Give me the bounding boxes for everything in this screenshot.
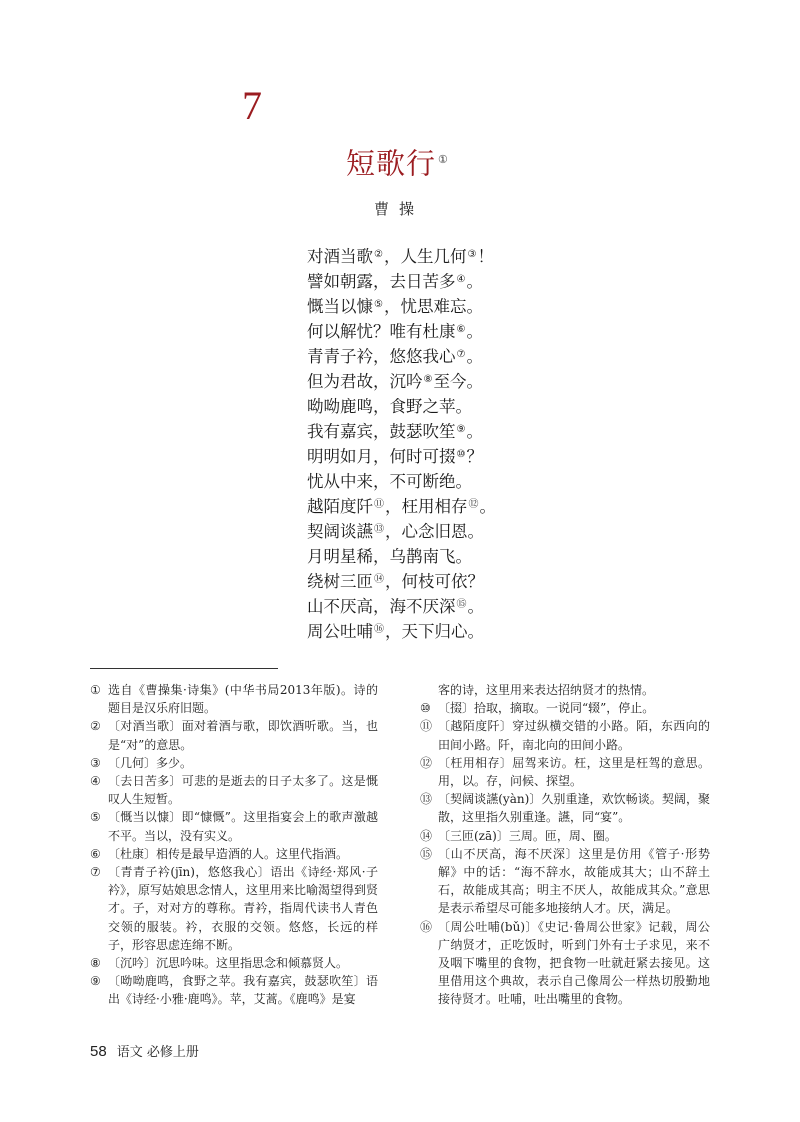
poem-line [307,467,496,492]
footnote [90,845,378,863]
poem-text: 我有嘉宾，鼓瑟吹笙 [307,422,456,441]
poem-line [307,517,496,542]
page-number: 58 [90,1043,107,1060]
footnote-ref[interactable]: ⑮ [456,599,467,610]
poem-line [307,367,496,392]
footnote [420,717,710,753]
poem-text: 慨当以慷 [307,297,373,316]
poem-text: 明明如月，何时可掇 [307,447,456,466]
poem-body [307,242,496,642]
title-footnote-ref[interactable]: ① [438,153,449,166]
footnote [420,918,710,1009]
poem-text: 对酒当歌 [307,247,373,266]
footnote-number: ⑩ [420,701,431,716]
footnote-text: 〔掇〕拾取，摘取。一说同“辍”，停止。 [438,701,655,716]
poem-text: 何以解忧？唯有杜康 [307,322,456,341]
footnote-ref[interactable]: ⑥ [456,324,466,335]
poem-text: 但为君故，沉吟 [307,372,423,391]
footnotes-right-column [420,681,710,1009]
footnote-continuation: 客的诗，这里用来表达招纳贤才的热情。 [438,683,655,697]
poem-text: 月明星稀，乌鹊南飞。 [307,547,472,566]
poem-line [307,392,496,417]
poem-line [307,442,496,467]
poem-text: ，人生几何 [383,247,467,266]
poem-author: 曹操 [374,200,425,218]
poem-text: 。 [467,597,484,616]
poem-text: 。 [479,497,496,516]
poem-line [307,417,496,442]
footnote-number: ⑥ [90,846,101,861]
poem-text: 呦呦鹿鸣，食野之苹。 [307,397,472,416]
poem-text: 忧从中来，不可断绝。 [307,472,472,491]
footnote-ref[interactable]: ⑬ [374,524,384,535]
footnote-number: ⑫ [420,755,433,770]
footnote-text: 〔去日苦多〕可悲的是逝去的日子太多了。这是慨叹人生短暂。 [108,774,378,807]
poem-line [307,567,496,592]
footnote [90,772,378,808]
footnote-text: 〔契阔谈讌(yàn)〕久别重逢，欢饮畅谈。契阔，聚散，这里指久别重逢。讌，同“宴”。 [438,792,710,825]
footnote-text: 〔周公吐哺(bǔ)〕《史记·鲁周公世家》记载，周公广纳贤才，正吃饭时，听到门外有士子求见，来不及咽下嘴里的食物，把食物一吐就赶紧去接见。这里借用这个典故，表示自己像周公一样热切殷勤地接待贤才。吐哺，吐出嘴里的食物。 [438,919,710,1007]
poem-text: 。 [466,347,483,366]
footnote-text: 〔青青子衿(jīn)，悠悠我心〕语出《诗经·郑风·子衿》，原写姑娘思念情人，这里用来比喻渴望得到贤才。子，对对方的尊称。青衿，指周代读书人青色交领的服装。衿，衣服的交领。悠悠，长远的样子，形容思虑连绵不断。 [108,865,379,952]
footnote-number: ⑤ [90,810,101,825]
footnote-text: 〔山不厌高，海不厌深〕这里是仿用《管子·形势解》中的话：“海不辞水，故能成其大；山不辞土石，故能成其高；明主不厌人，故能成其众。”意思是表示希望尽可能多地接纳人才。厌，满足。 [438,846,710,916]
footnote-number: ③ [90,755,101,770]
poem-text: 契阔谈讌 [307,522,373,541]
footnote-ref[interactable]: ⑯ [374,624,384,635]
poem-text: ，天下归心。 [385,622,484,641]
footnote [90,954,378,972]
footnote [90,717,378,753]
poem-line [307,292,496,317]
footnote-ref[interactable]: ⑪ [374,499,384,510]
poem-line [307,342,496,367]
footnote-ref[interactable]: ⑫ [468,499,479,510]
lesson-number: 7 [242,83,262,128]
footnote-number: ⑧ [90,956,101,971]
footnote [420,790,710,826]
footnote-ref[interactable]: ④ [456,274,466,285]
footnote-ref[interactable]: ⑭ [374,574,384,585]
footnote-ref[interactable]: ⑦ [456,349,466,360]
footnote-text: 〔几何〕多少。 [108,755,193,770]
poem-line [307,617,496,642]
poem-title [346,140,449,184]
page-footer [90,1042,199,1063]
poem-line [307,542,496,567]
poem-line [307,492,496,517]
footnote-text: 选自《曹操集·诗集》(中华书局2013年版)。诗的题目是汉乐府旧题。 [108,683,378,716]
footnote [90,681,378,717]
footnote-text: 〔呦呦鹿鸣，食野之苹。我有嘉宾，鼓瑟吹笙〕语出《诗经·小雅·鹿鸣》。苹，艾蒿。《鹿鸣》是宴 [108,974,378,1007]
footnote [420,845,710,918]
footnote-number: ⑮ [420,846,433,861]
footnote-number: ② [90,719,101,734]
footnote [420,699,710,717]
poem-text: 。 [466,422,483,441]
footnote [90,863,378,954]
footnote-ref[interactable]: ⑨ [456,424,466,435]
poem-text: ，心念旧恩。 [385,522,484,541]
poem-line [307,267,496,292]
poem-text: ，何枝可依？ [385,572,484,591]
poem-text: 。 [466,272,483,291]
footnote [420,754,710,790]
footnote-number: ⑪ [420,719,433,734]
poem-line [307,242,496,267]
footnote-text: 〔枉用相存〕屈驾来访。枉，这里是枉驾的意思。用，以。存，问候、探望。 [438,755,710,789]
book-title: 语文 必修上册 [116,1045,199,1060]
poem-text: ，枉用相存 [385,497,468,516]
footnote-ref[interactable]: ③ [467,249,477,260]
footnote-divider [90,668,278,669]
footnotes-left-column [90,681,378,1009]
footnote-text: 〔越陌度阡〕穿过纵横交错的小路。陌，东西向的田间小路。阡，南北向的田间小路。 [438,719,710,752]
poem-text: 至今。 [433,372,483,391]
poem-text: 周公吐哺 [307,622,373,641]
footnote [90,754,378,772]
poem-text: 越陌度阡 [307,497,373,516]
poem-title-text: 短歌行 [346,146,437,181]
poem-text: 山不厌高，海不厌深 [307,597,456,616]
footnote-text: 〔对酒当歌〕面对着酒与歌，即饮酒听歌。当，也是“对”的意思。 [108,719,378,752]
poem-line [307,592,496,617]
poem-text: 青青子衿，悠悠我心 [307,347,456,366]
poem-text: ？ [466,447,483,466]
footnote-number: ⑯ [420,919,433,934]
poem-line [307,317,496,342]
footnote-number: ⑨ [90,974,101,989]
footnote-number: ⑦ [90,865,101,880]
footnote-text: 〔杜康〕相传是最早造酒的人。这里代指酒。 [108,846,349,861]
poem-text: ！ [477,247,494,266]
footnote-text: 〔三匝(zā)〕三周。匝，周、圈。 [438,828,617,843]
footnote-number: ⑬ [420,792,433,807]
footnote-ref[interactable]: ② [374,249,383,260]
poem-text: 。 [466,322,483,341]
footnote [90,808,378,844]
poem-text: ，忧思难忘。 [383,297,483,316]
footnote-number: ④ [90,774,101,789]
footnote-number: ① [90,683,101,697]
footnote [90,972,378,1008]
footnote-ref[interactable]: ⑤ [374,299,383,310]
footnote [420,827,710,845]
poem-text: 绕树三匝 [307,572,373,591]
footnote-ref[interactable]: ⑧ [423,374,433,385]
footnote-ref[interactable]: ⑩ [456,449,466,460]
footnote-text: 〔慨当以慷〕即“慷慨”。这里指宴会上的歌声激越不平。当以，没有实义。 [108,810,378,843]
poem-text: 譬如朝露，去日苦多 [307,272,456,291]
footnote-text: 〔沉吟〕沉思吟味。这里指思念和倾慕贤人。 [108,956,349,971]
footnote-number: ⑭ [420,828,433,843]
